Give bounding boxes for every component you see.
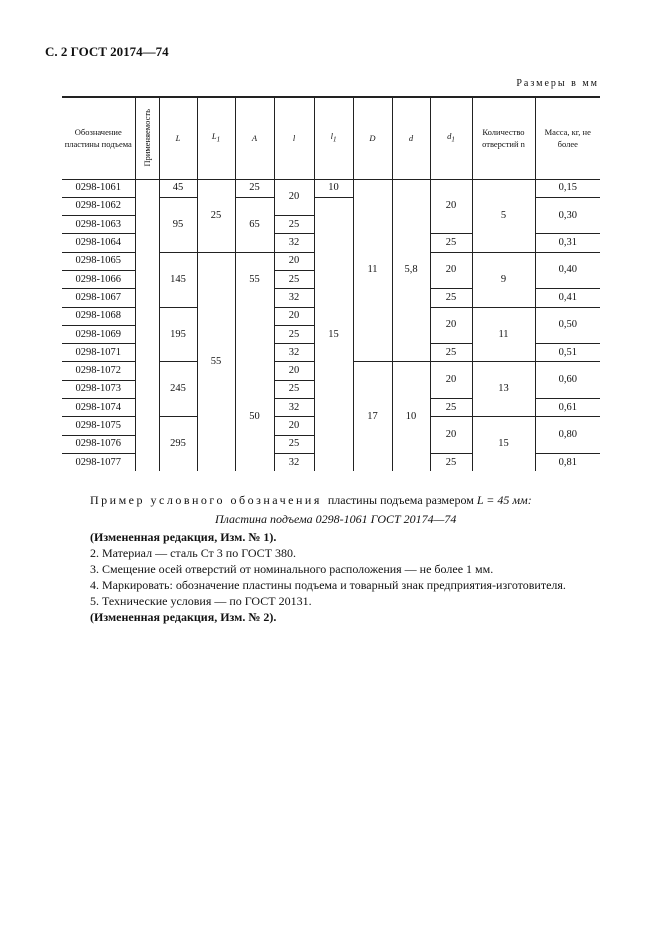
d1-cell: 20 [430,307,472,344]
l1-cell: 15 [314,197,353,471]
note-marking: 4. Маркировать: обозначение пластины подъема и товарный знак предприятия-изготовителя. [90,578,566,592]
designation-cell: 0298-1076 [62,435,135,453]
dimensions-table [62,96,600,471]
L-cell: 45 [159,179,197,197]
note-material: 2. Материал — сталь Ст 3 по ГОСТ 380. [90,546,297,560]
col-mass: Масса, кг, не более [535,97,600,179]
A-cell: 55 [235,252,274,307]
designation-cell: 0298-1061 [62,179,135,197]
designation-cell: 0298-1064 [62,234,135,252]
A-cell: 50 [235,362,274,471]
d1-cell: 25 [430,344,472,362]
l-cell: 25 [274,270,314,288]
designation-cell: 0298-1066 [62,270,135,288]
designation-cell: 0298-1072 [62,362,135,380]
l-cell: 32 [274,453,314,471]
A-cell: 25 [235,179,274,197]
mass-cell: 0,51 [535,344,600,362]
A-cell: 65 [235,197,274,252]
d1-cell: 25 [430,234,472,252]
d1-cell: 25 [430,399,472,417]
mass-cell: 0,31 [535,234,600,252]
col-D: D [353,97,392,179]
d-cell: 10 [392,362,430,471]
mass-cell: 0,80 [535,417,600,454]
note-offset: 3. Смещение осей отверстий от номинального расположения — не более 1 мм. [90,562,494,576]
col-d: d [392,97,430,179]
mass-cell: 0,81 [535,453,600,471]
col-applicability: Применяемость [135,97,159,179]
designation-cell: 0298-1065 [62,252,135,270]
col-designation: Обозначение пластины подъема [62,97,135,179]
D-cell: 11 [353,179,392,362]
l-cell: 20 [274,417,314,435]
l-cell: 25 [274,216,314,234]
l-cell: 20 [274,362,314,380]
col-l: l [274,97,314,179]
mass-cell: 0,50 [535,307,600,344]
designation-cell: 0298-1068 [62,307,135,325]
designation-cell: 0298-1074 [62,399,135,417]
designation-example: Пример условного обозначения пластины подъема размером L = 45 мм: [90,493,532,507]
d1-cell: 25 [430,289,472,307]
mass-cell: 0,30 [535,197,600,234]
mass-cell: 0,41 [535,289,600,307]
revision-note-2: (Измененная редакция, Изм. № 2). [90,610,277,624]
holes-cell: 9 [472,252,535,307]
designation-cell: 0298-1063 [62,216,135,234]
designation-cell: 0298-1062 [62,197,135,215]
designation-sample: Пластина подъема 0298-1061 ГОСТ 20174—74 [215,512,457,526]
applicability-cell [135,179,159,471]
L-cell: 245 [159,362,197,417]
col-d1: $d_1$ [430,97,472,179]
l1-cell: 10 [314,179,353,197]
l-cell: 32 [274,399,314,417]
holes-cell: 13 [472,362,535,417]
l-cell: 20 [274,307,314,325]
designation-cell: 0298-1067 [62,289,135,307]
d1-cell: 25 [430,453,472,471]
page-header: С. 2 ГОСТ 20174—74 [45,44,169,59]
designation-cell: 0298-1077 [62,453,135,471]
col-A: A [235,97,274,179]
col-l1: $l_1$ [314,97,353,179]
l-cell: 25 [274,435,314,453]
designation-cell: 0298-1073 [62,380,135,398]
designation-cell: 0298-1071 [62,344,135,362]
l-cell: 32 [274,234,314,252]
l-cell: 20 [274,252,314,270]
holes-cell: 11 [472,307,535,362]
L1-cell: 55 [197,252,235,471]
L-cell: 195 [159,307,197,362]
col-L1: $L_1$ [197,97,235,179]
note-specs: 5. Технические условия — по ГОСТ 20131. [90,594,312,608]
d1-cell: 20 [430,252,472,289]
d-cell: 5,8 [392,179,430,362]
L-cell: 145 [159,252,197,307]
d1-cell: 20 [430,179,472,234]
l-cell: 32 [274,344,314,362]
holes-cell: 5 [472,179,535,252]
d1-cell: 20 [430,362,472,399]
D-cell: 17 [353,362,392,471]
L1-cell: 25 [197,179,235,252]
d1-cell: 20 [430,417,472,454]
L-cell: 295 [159,417,197,471]
mass-cell: 0,60 [535,362,600,399]
mass-cell: 0,15 [535,179,600,197]
revision-note-1: (Измененная редакция, Изм. № 1). [90,530,277,544]
units-note: Размеры в мм [516,78,599,89]
mass-cell: 0,61 [535,399,600,417]
designation-cell: 0298-1075 [62,417,135,435]
mass-cell: 0,40 [535,252,600,289]
designation-cell: 0298-1069 [62,325,135,343]
A-cell-empty [235,307,274,362]
l-cell: 32 [274,289,314,307]
l-cell: 25 [274,325,314,343]
col-L: L [159,97,197,179]
holes-cell: 15 [472,417,535,471]
l-cell: 20 [274,179,314,216]
L-cell: 95 [159,197,197,252]
l-cell: 25 [274,380,314,398]
col-holes: Количество отверстий n [472,97,535,179]
